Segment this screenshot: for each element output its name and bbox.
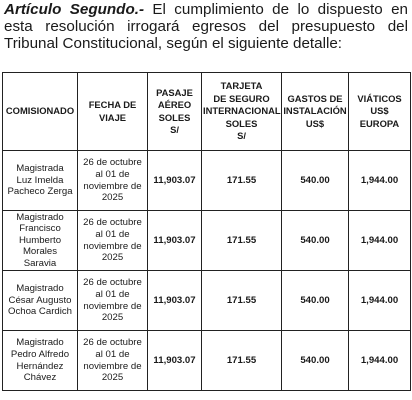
expense-table <box>2 72 411 391</box>
cell-gastos-de-instalacion: 540.00 <box>282 151 349 211</box>
cell-viaticos: 1,944.00 <box>349 151 411 211</box>
cell-gastos-de-instalacion: 540.00 <box>282 271 349 331</box>
cell-pasaje-aereo: 11,903.07 <box>148 151 202 211</box>
header-tarjeta-de-seguro: TARJETA DE SEGURO INTERNACIONAL SOLES S/ <box>202 73 282 151</box>
article-text: El cumplimiento de lo dispuesto en esta resolución irrogará egresos del presupuesto del Tribunal Constitucional, según el siguiente detalle: <box>4 1 408 52</box>
cell-viaticos: 1,944.00 <box>349 271 411 331</box>
article-paragraph <box>4 1 408 52</box>
cell-comisionado: Magistrado Pedro Alfredo Hernández Chávez <box>3 331 78 391</box>
cell-tarjeta-de-seguro: 171.55 <box>202 331 282 391</box>
cell-tarjeta-de-seguro: 171.55 <box>202 271 282 331</box>
article-heading: Artículo Segundo.- <box>4 1 145 18</box>
cell-gastos-de-instalacion: 540.00 <box>282 211 349 271</box>
cell-pasaje-aereo: 11,903.07 <box>148 211 202 271</box>
table-header-row <box>3 73 411 151</box>
header-fecha-de-viaje: FECHA DE VIAJE <box>78 73 148 151</box>
cell-fecha-de-viaje: 26 de octubre al 01 de noviembre de 2025 <box>78 211 148 271</box>
cell-comisionado: Magistrado César Augusto Ochoa Cardich <box>3 271 78 331</box>
cell-tarjeta-de-seguro: 171.55 <box>202 151 282 211</box>
header-comisionado: COMISIONADO <box>3 73 78 151</box>
table-row <box>3 211 411 271</box>
cell-comisionado: Magistrada Luz Imelda Pacheco Zerga <box>3 151 78 211</box>
table-row <box>3 331 411 391</box>
table-row <box>3 151 411 211</box>
cell-viaticos: 1,944.00 <box>349 331 411 391</box>
header-gastos-de-instalacion: GASTOS DE INSTALACIÓN US$ <box>282 73 349 151</box>
cell-fecha-de-viaje: 26 de octubre al 01 de noviembre de 2025 <box>78 331 148 391</box>
cell-fecha-de-viaje: 26 de octubre al 01 de noviembre de 2025 <box>78 151 148 211</box>
cell-tarjeta-de-seguro: 171.55 <box>202 211 282 271</box>
cell-gastos-de-instalacion: 540.00 <box>282 331 349 391</box>
header-viaticos: VIÁTICOS US$ EUROPA <box>349 73 411 151</box>
cell-comisionado: Magistrado Francisco Humberto Morales Saravia <box>3 211 78 271</box>
cell-pasaje-aereo: 11,903.07 <box>148 271 202 331</box>
header-pasaje-aereo: PASAJE AÉREO SOLES S/ <box>148 73 202 151</box>
cell-viaticos: 1,944.00 <box>349 211 411 271</box>
cell-fecha-de-viaje: 26 de octubre al 01 de noviembre de 2025 <box>78 271 148 331</box>
cell-pasaje-aereo: 11,903.07 <box>148 331 202 391</box>
table-row <box>3 271 411 331</box>
